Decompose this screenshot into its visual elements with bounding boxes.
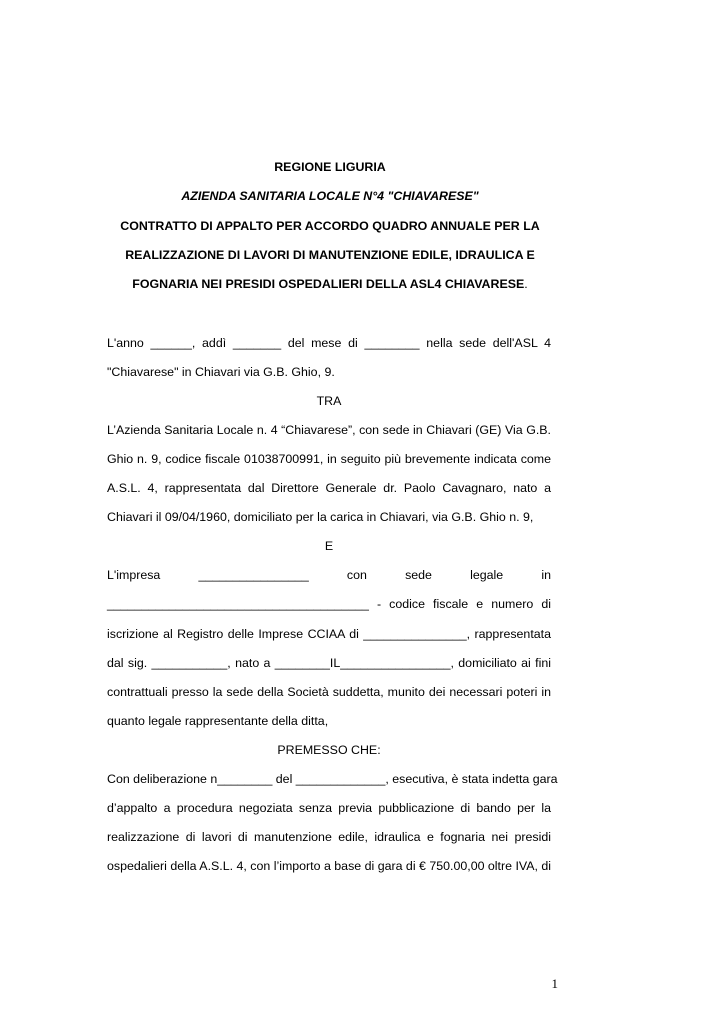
body-line-02: "Chiavarese" in Chiavari via G.B. Ghio, 9. — [107, 365, 335, 379]
body-line-06: A.S.L. 4, rappresentata dal Direttore Generale dr. Paolo Cavagnaro, nato a — [107, 481, 551, 495]
header-title-line-3-period: . — [524, 277, 528, 291]
page-number: 1 — [551, 976, 558, 991]
body-line-01: L'anno ______, addì _______ del mese di ________ nella sede dell'ASL 4 — [107, 336, 551, 350]
body-line-14: quanto legale rappresentante della ditta, — [107, 714, 329, 728]
body-line-19: ospedalieri della A.S.L. 4, con l’importo a base di gara di € 750.00,00 oltre IVA, di — [107, 859, 552, 873]
body-line-premesso: PREMESSO CHE: — [277, 743, 381, 757]
header-title-line-1: CONTRATTO DI APPALTO PER ACCORDO QUADRO ANNUALE PER LA — [120, 219, 540, 233]
header-title-line-2: REALIZZAZIONE DI LAVORI DI MANUTENZIONE EDILE, IDRAULICA E — [125, 248, 535, 262]
body-line-18: realizzazione di lavori di manutenzione edile, idraulica e fognaria nei presidi — [107, 830, 551, 844]
body-line-tra: TRA — [316, 394, 342, 408]
body-line-11: iscrizione al Registro delle Imprese CCIAA di _______________, rappresentata — [107, 627, 551, 641]
body-line-e: E — [324, 539, 334, 553]
body-line-12: dal sig. ___________, nato a ________IL________________, domiciliato ai fini — [107, 656, 551, 670]
body-line-07: Chiavari il 09/04/1960, domiciliato per la carica in Chiavari, via G.B. Ghio n. 9, — [107, 510, 534, 524]
header-title-line-3 — [100, 277, 560, 291]
body-line-10: ______________________________________ - codice fiscale e numero di — [107, 597, 551, 611]
body-line-04: L’Azienda Sanitaria Locale n. 4 “Chiavarese”, con sede in Chiavari (GE) Via G.B. — [107, 423, 551, 437]
header-title-line-3-text: FOGNARIA NEI PRESIDI OSPEDALIERI DELLA ASL4 CHIAVARESE — [132, 277, 525, 291]
header-region: REGIONE LIGURIA — [274, 160, 386, 174]
body-line-17: d’appalto a procedura negoziata senza previa pubblicazione di bando per la — [107, 801, 551, 815]
header-azienda: AZIENDA SANITARIA LOCALE N°4 "CHIAVARESE" — [181, 189, 479, 203]
body-line-05: Ghio n. 9, codice fiscale 01038700991, in seguito più brevemente indicata come — [107, 452, 551, 466]
body-line-16: Con deliberazione n________ del _____________, esecutiva, è stata indetta gara — [107, 772, 558, 786]
body-line-13: contrattuali presso la sede della Società suddetta, munito dei necessari poteri in — [107, 685, 551, 699]
body-line-09: L'impresa ________________ con sede legale in — [107, 568, 551, 582]
